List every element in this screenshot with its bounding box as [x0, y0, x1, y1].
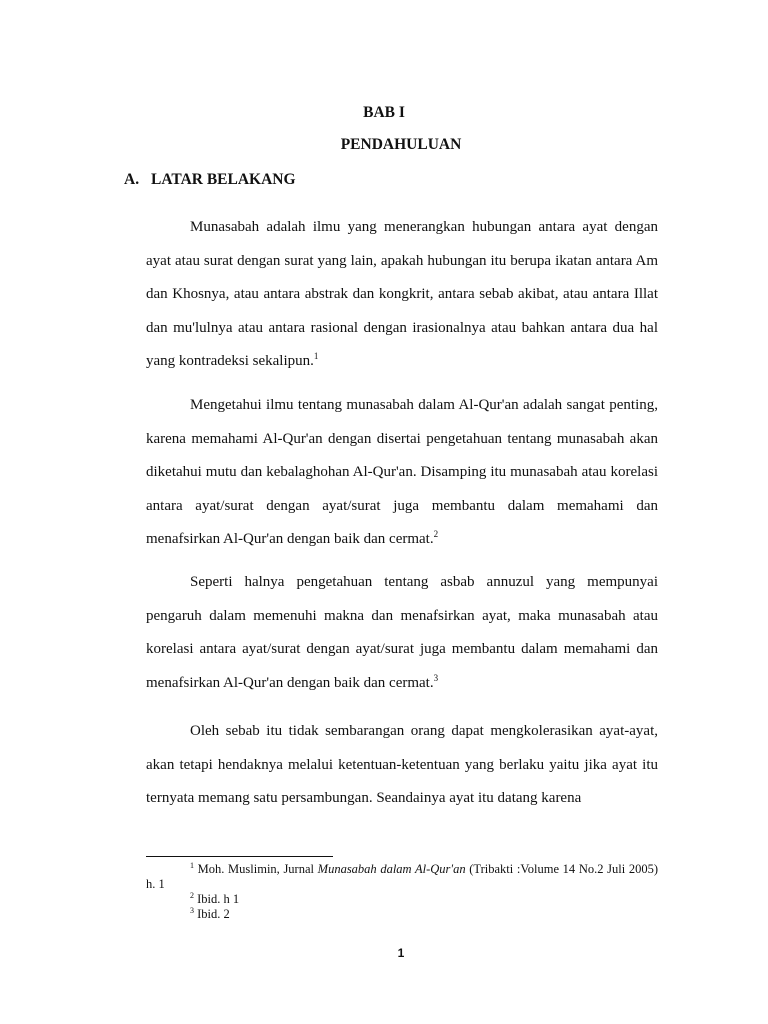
paragraph-text: Munasabah adalah ilmu yang menerangkan hubungan antara ayat dengan ayat atau surat dengan surat yang lain, apakah hubungan itu berupa ikatan antara Am dan Khosnya, atau antara abstrak dan kongkrit, antara sebab akibat, atau antara Illat dan mu'lulnya atau antara rasional dengan irasionalnya atau bahkan antara dua hal yang kontradeksi sekalipun.	[146, 219, 658, 369]
chapter-label: BAB I	[363, 104, 405, 121]
footnote	[146, 862, 658, 892]
paragraph	[146, 566, 658, 700]
footnote	[146, 907, 658, 922]
paragraph-text: Oleh sebab itu tidak sembarangan orang dapat mengkolerasikan ayat-ayat, akan tetapi hendaknya melalui ketentuan-ketentuan yang berlaku yaitu jika ayat itu ternyata memang satu persambungan. Seandainya ayat itu datang karena	[146, 723, 658, 806]
footnote-text: Ibid. 2	[197, 907, 230, 921]
footnote-reference: 3	[433, 672, 439, 683]
paragraph	[146, 715, 658, 816]
footnote	[146, 892, 658, 907]
footnote-text: Ibid. h 1	[197, 892, 240, 906]
section-number: A.	[124, 171, 140, 188]
paragraph-text: Seperti halnya pengetahuan tentang asbab annuzul yang mempunyai pengaruh dalam memenuhi makna dan menafsirkan ayat, maka munasabah atau korelasi antara ayat/surat dengan ayat/surat juga membantu dalam memahami dan menafsirkan Al-Qur'an dengan baik dan cermat.	[146, 574, 658, 691]
section-title: LATAR BELAKANG	[151, 171, 296, 188]
footnote-number: 3	[190, 906, 194, 915]
footnote-reference: 2	[433, 529, 439, 539]
page-number: 1	[397, 946, 405, 960]
chapter-title: PENDAHULUAN	[340, 136, 462, 153]
paragraph	[146, 389, 658, 557]
footnote-reference: 1	[313, 351, 319, 361]
footnote-number: 1	[190, 861, 194, 870]
footnote-text: (Tribakti :Volume 14 No.2 Juli 2005) h. 1	[146, 862, 659, 891]
footnote-source-title: Munasabah dalam Al-Qur'an	[317, 862, 466, 876]
footnote-number: 2	[190, 891, 194, 900]
footnote-text: Moh. Muslimin, Jurnal	[197, 862, 318, 876]
section-heading	[124, 171, 296, 189]
paragraph-text: Mengetahui ilmu tentang munasabah dalam Al-Qur'an adalah sangat penting, karena memahami Al-Qur'an dengan disertai pengetahuan tentang munasabah akan diketahui mutu dan kebalaghohan Al-Qur'an. Disamping itu munasabah atau korelasi antara ayat/surat dengan ayat/surat juga membantu dalam memahami dan menafsirkan Al-Qur'an dengan baik dan cermat.	[146, 397, 658, 547]
paragraph	[146, 211, 658, 379]
footnotes	[146, 862, 658, 922]
footnote-separator	[146, 856, 333, 857]
